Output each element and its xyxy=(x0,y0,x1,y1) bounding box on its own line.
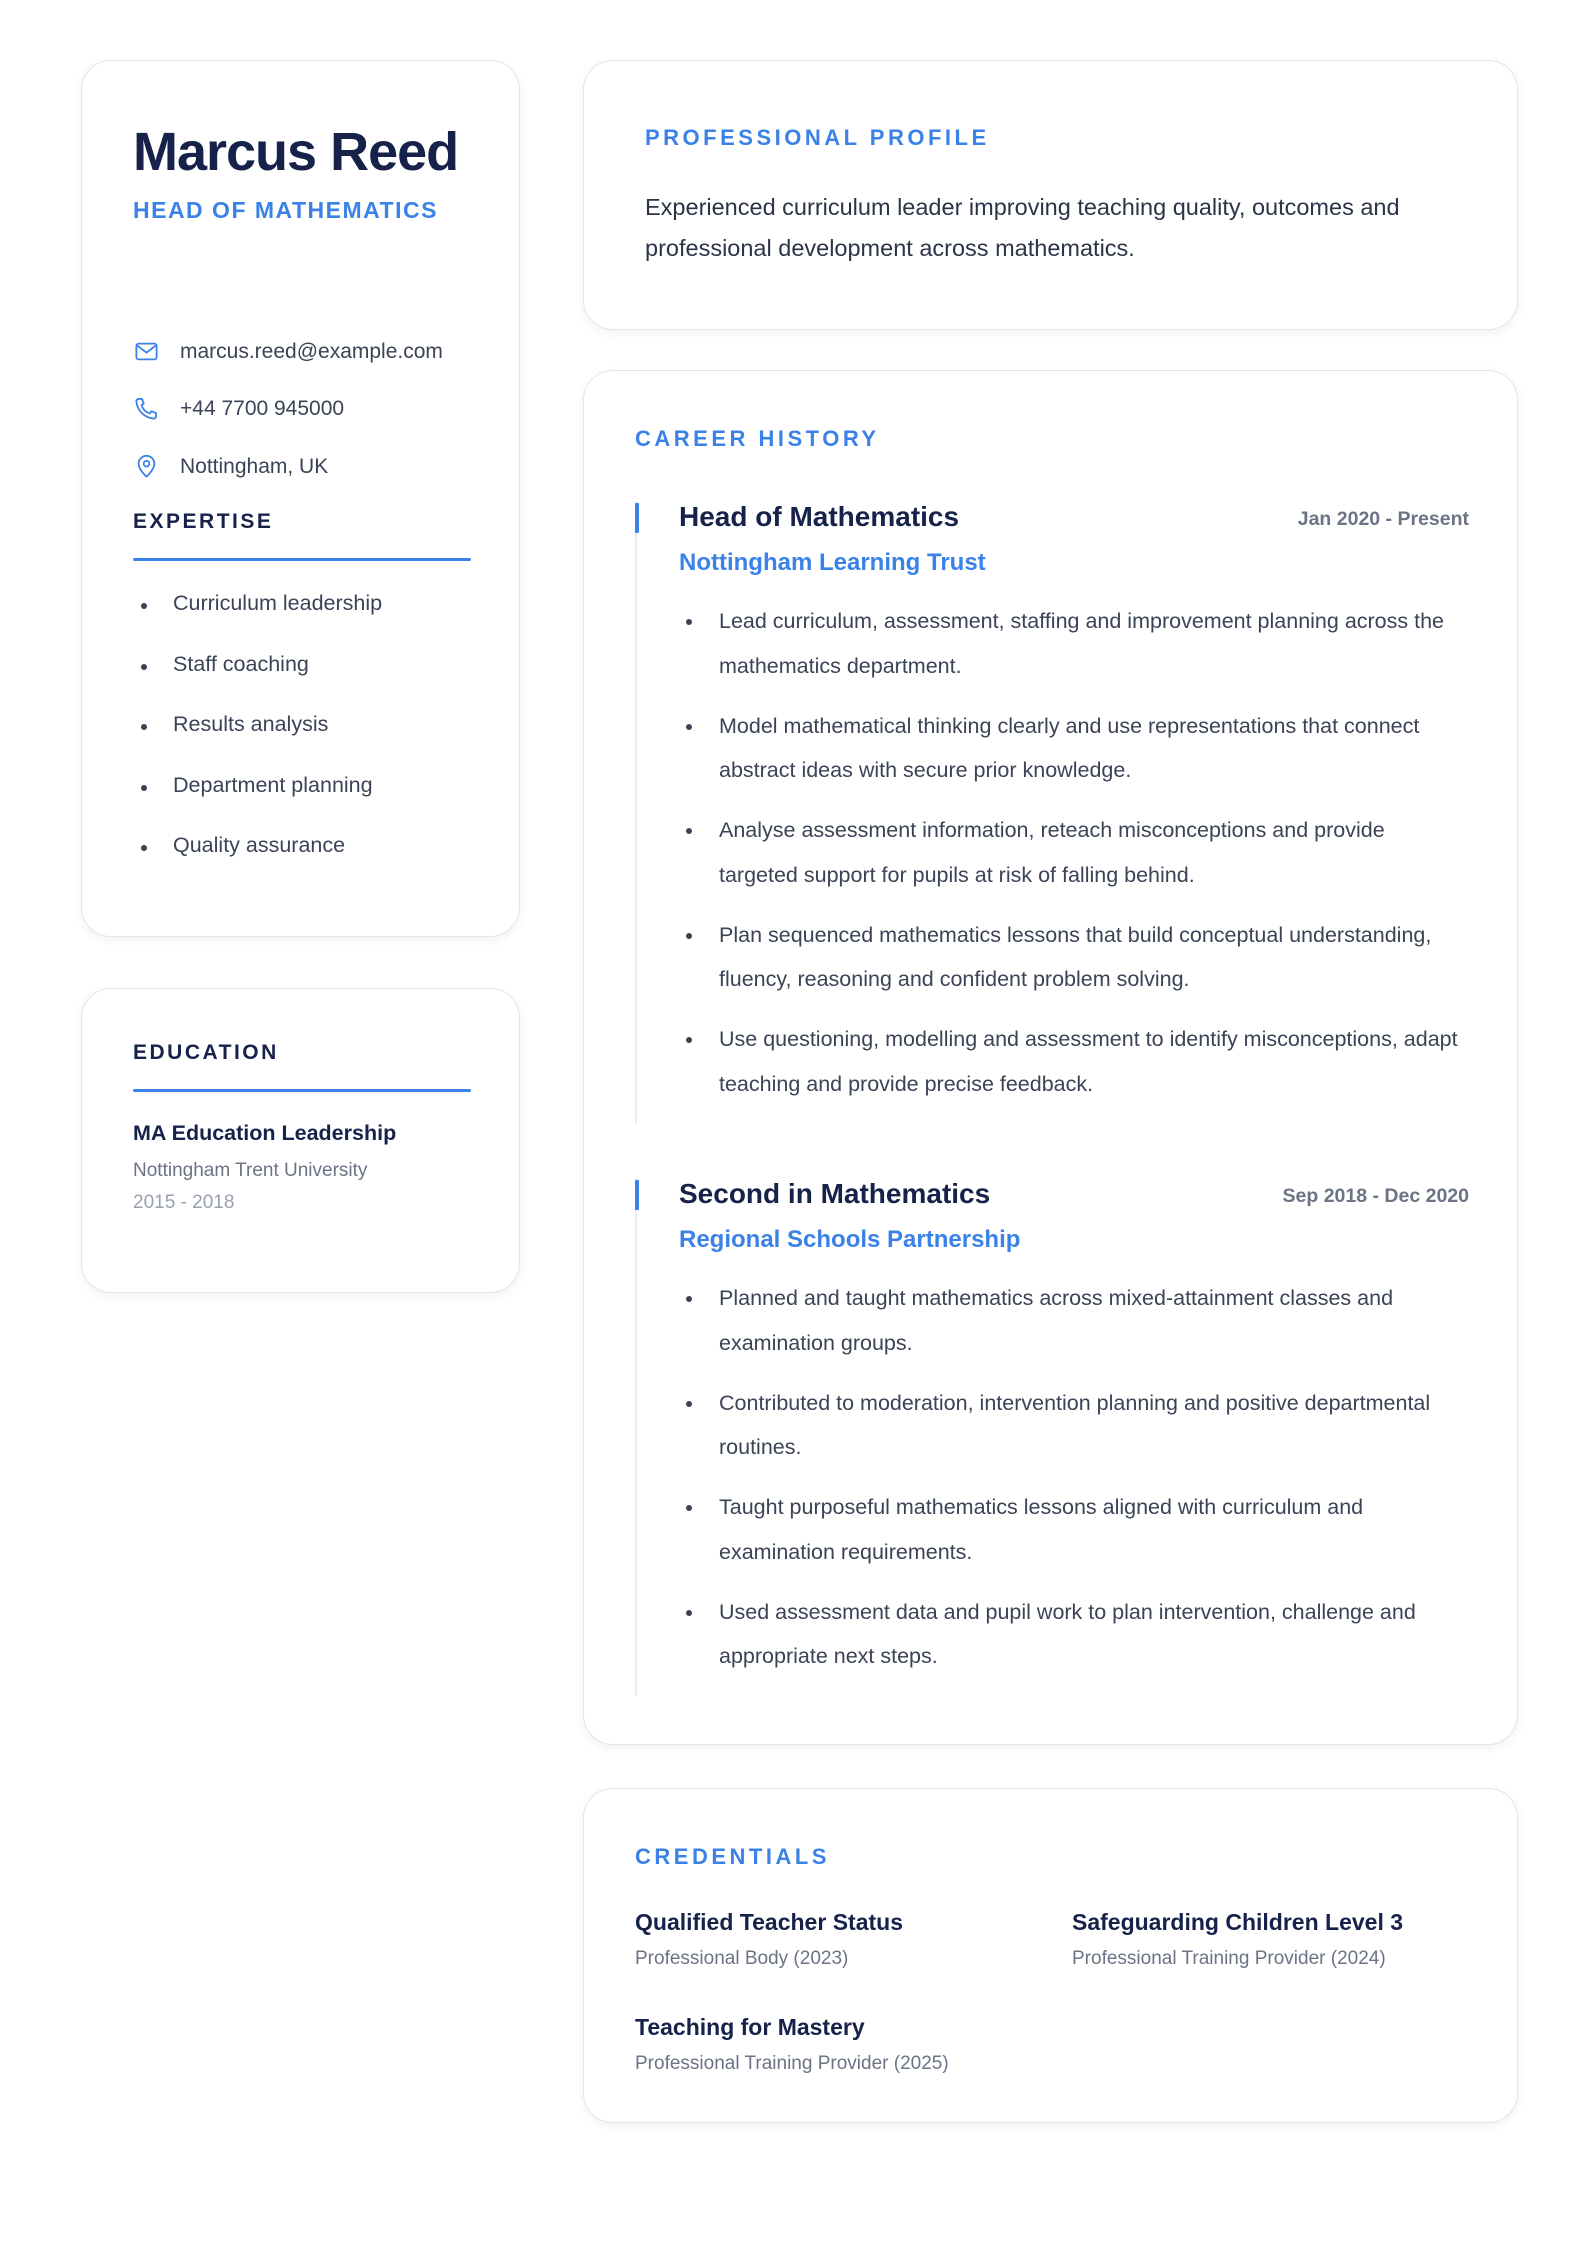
contact-location xyxy=(133,453,328,480)
credentials-heading: CREDENTIALS xyxy=(635,1844,830,1869)
job-timeline xyxy=(635,1178,637,1696)
job-bullets xyxy=(679,1276,1469,1694)
credential-item xyxy=(1072,1909,1403,1970)
list-item: Taught purposeful mathematics lessons aligned with curriculum and examination requirements. xyxy=(679,1485,1469,1574)
list-item: Contributed to moderation, intervention planning and positive departmental routines. xyxy=(679,1381,1469,1470)
phone-icon xyxy=(133,395,160,422)
location-pin-icon xyxy=(133,453,160,480)
education-card xyxy=(81,988,520,1293)
credential-item xyxy=(635,2014,949,2075)
profile-text: Experienced curriculum leader improving teaching quality, outcomes and professional development across mathematics. xyxy=(645,194,1400,261)
list-item: Curriculum leadership xyxy=(133,591,382,652)
list-item: Analyse assessment information, reteach misconceptions and provide targeted support for pupils at risk of falling behind. xyxy=(679,808,1469,897)
education-heading: EDUCATION xyxy=(133,1041,279,1064)
job-organization: Nottingham Learning Trust xyxy=(679,549,986,576)
expertise-heading: EXPERTISE xyxy=(133,510,274,533)
list-item: Staff coaching xyxy=(133,652,382,713)
list-item: Results analysis xyxy=(133,712,382,773)
contact-email-text: marcus.reed@example.com xyxy=(180,339,443,363)
credential-source: Professional Training Provider (2025) xyxy=(635,2053,949,2074)
credential-title: Safeguarding Children Level 3 xyxy=(1072,1909,1404,1935)
education-years: 2015 - 2018 xyxy=(133,1192,235,1213)
list-item: Use questioning, modelling and assessment to identify misconceptions, adapt teaching and provide precise feedback. xyxy=(679,1017,1469,1106)
contact-phone[interactable] xyxy=(133,395,344,422)
list-item: Department planning xyxy=(133,773,382,834)
profile-card xyxy=(583,60,1518,330)
job-entry xyxy=(635,1178,1469,1696)
education-rule xyxy=(133,1089,471,1092)
job-title: Second in Mathematics xyxy=(679,1178,991,1209)
job-title: Head of Mathematics xyxy=(679,501,960,532)
job-marker xyxy=(635,1180,639,1210)
job-marker xyxy=(635,503,639,533)
job-entry xyxy=(635,501,1469,1123)
credential-item xyxy=(635,1909,903,1970)
career-heading: CAREER HISTORY xyxy=(635,426,880,451)
job-timeline xyxy=(635,501,637,1123)
credential-title: Qualified Teacher Status xyxy=(635,1909,903,1935)
list-item: Model mathematical thinking clearly and use representations that connect abstract ideas with secure prior knowledge. xyxy=(679,704,1469,793)
list-item: Used assessment data and pupil work to plan intervention, challenge and appropriate next steps. xyxy=(679,1590,1469,1679)
credential-title: Teaching for Mastery xyxy=(635,2014,865,2040)
mail-icon xyxy=(133,338,160,365)
contact-phone-text: +44 7700 945000 xyxy=(180,396,345,420)
job-bullets xyxy=(679,599,1469,1122)
profile-heading: PROFESSIONAL PROFILE xyxy=(645,125,990,150)
job-dates: Sep 2018 - Dec 2020 xyxy=(1282,1185,1469,1207)
expertise-rule xyxy=(133,558,471,561)
credential-source: Professional Training Provider (2024) xyxy=(1072,1948,1386,1969)
person-name: Marcus Reed xyxy=(133,122,459,182)
list-item: Lead curriculum, assessment, staffing and improvement planning across the mathematics department. xyxy=(679,599,1469,688)
credential-source: Professional Body (2023) xyxy=(635,1948,849,1969)
expertise-list xyxy=(133,591,382,894)
education-institution: Nottingham Trent University xyxy=(133,1160,368,1181)
person-role: HEAD OF MATHEMATICS xyxy=(133,197,438,223)
career-card xyxy=(583,370,1518,1745)
contact-location-text: Nottingham, UK xyxy=(180,454,329,478)
list-item: Quality assurance xyxy=(133,833,382,894)
job-dates: Jan 2020 - Present xyxy=(1297,508,1469,530)
list-item: Planned and taught mathematics across mixed-attainment classes and examination groups. xyxy=(679,1276,1469,1365)
job-organization: Regional Schools Partnership xyxy=(679,1226,1021,1253)
sidebar-card xyxy=(81,60,520,937)
credentials-card xyxy=(583,1788,1518,2123)
education-degree: MA Education Leadership xyxy=(133,1121,397,1145)
contact-email[interactable] xyxy=(133,338,443,365)
list-item: Plan sequenced mathematics lessons that build conceptual understanding, fluency, reasoning and confident problem solving. xyxy=(679,913,1469,1002)
